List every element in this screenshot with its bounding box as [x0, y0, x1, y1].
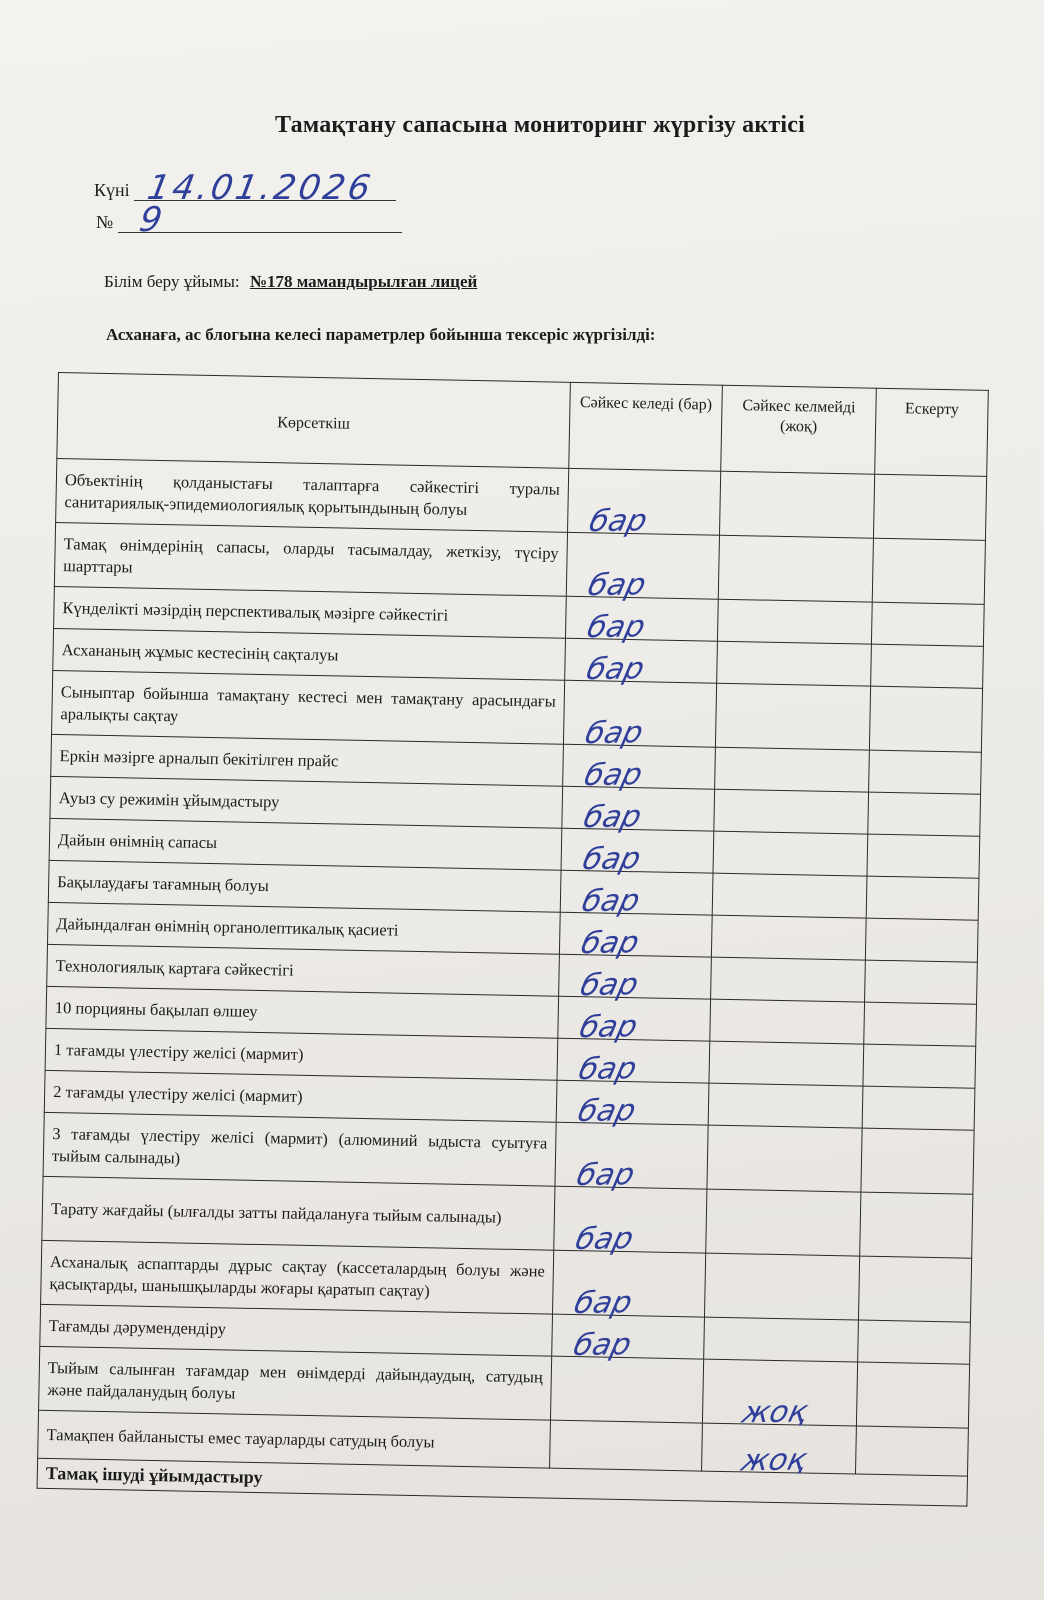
number-value: 9 [136, 200, 166, 240]
handwritten-mark: бар [579, 841, 645, 878]
not-conforms-cell [717, 599, 872, 644]
note-cell [869, 750, 982, 794]
conforms-cell [554, 1186, 707, 1257]
header-note: Ескерту [875, 388, 989, 476]
date-value: 14.01.2026 [144, 168, 377, 208]
handwritten-mark: бар [576, 1009, 641, 1046]
note-cell [858, 1320, 971, 1364]
note-cell [865, 918, 978, 962]
indicator-cell: 2 тағамды үлестіру желісі (мармит) [44, 1070, 557, 1122]
not-conforms-cell [706, 1189, 861, 1256]
conforms-cell [562, 786, 715, 836]
conforms-cell [560, 870, 713, 920]
conforms-cell [558, 996, 711, 1046]
handwritten-mark: бар [570, 1285, 636, 1321]
conforms-cell [561, 828, 714, 878]
not-conforms-cell [718, 535, 873, 602]
note-cell [861, 1128, 974, 1194]
number-underline [118, 232, 402, 233]
section-title: Тамақ ішуді ұйымдастыру [37, 1458, 967, 1506]
indicator-cell: Еркін мәзірге арналып бекітілген прайс [51, 734, 564, 786]
handwritten-mark: бар [584, 567, 650, 604]
note-cell [856, 1362, 969, 1428]
not-conforms-cell [708, 1083, 863, 1128]
indicator-cell: Тыйым салынған тағамдар мен өнімдерді дайындаудың, сатудың және пайдаланудың болуы [39, 1346, 552, 1420]
handwritten-mark: жоқ [738, 1394, 812, 1431]
handwritten-mark: бар [577, 925, 643, 962]
note-cell [868, 792, 981, 836]
note-cell [860, 1192, 973, 1258]
note-cell [864, 1002, 977, 1046]
indicator-cell: Ауыз су режимін ұйымдастыру [50, 776, 563, 828]
indicator-cell: Тарату жағдайы (ылғалды затты пайдалануға тыйым салынады) [42, 1176, 555, 1250]
not-conforms-cell [707, 1125, 862, 1192]
conforms-cell [565, 638, 718, 688]
indicator-cell: Асхананың жұмыс кестесінің сақталуы [53, 628, 566, 680]
header-conforms: Сәйкес келеді (бар) [569, 382, 723, 471]
not-conforms-cell [715, 747, 870, 792]
indicator-cell: Объектінің қолданыстағы талаптарға сәйкестігі туралы санитариялық-эпидемиологиялық қорытындының болуы [56, 458, 569, 532]
note-cell [869, 686, 982, 752]
not-conforms-cell [711, 957, 866, 1002]
not-conforms-cell [714, 789, 869, 834]
handwritten-mark: бар [583, 609, 649, 646]
conforms-cell [550, 1356, 703, 1423]
conforms-cell [552, 1314, 705, 1363]
organization-label: Білім беру ұйымы: [104, 272, 240, 291]
handwritten-mark: бар [583, 651, 648, 688]
handwritten-mark: бар [577, 967, 642, 1004]
not-conforms-cell [702, 1423, 857, 1479]
indicator-cell: Технологиялық картаға сәйкестігі [47, 944, 560, 996]
not-conforms-cell [704, 1253, 859, 1320]
not-conforms-cell [710, 999, 865, 1044]
conforms-cell [563, 744, 716, 794]
indicator-cell: Дайындалған өнімнің органолептикалық қасиеті [48, 902, 561, 954]
note-cell [871, 644, 984, 688]
indicator-cell: Тағамды дәрумендендіру [40, 1304, 553, 1356]
conforms-cell [557, 1038, 710, 1088]
handwritten-mark: бар [570, 1327, 635, 1363]
indicator-cell: Дайын өнімнің сапасы [49, 818, 562, 870]
header-indicator: Көрсеткіш [57, 373, 571, 469]
monitoring-table [37, 372, 989, 1507]
organization-name: №178 мамандырылған лицей [249, 272, 478, 291]
conforms-cell [556, 1080, 709, 1130]
note-cell [866, 876, 979, 920]
conforms-cell [563, 680, 716, 752]
note-cell [858, 1256, 971, 1322]
header-not-conforms: Сәйкес келмейді (жоқ) [721, 385, 877, 474]
note-cell [871, 602, 984, 646]
handwritten-mark: бар [578, 883, 644, 920]
note-cell [863, 1044, 976, 1088]
note-cell [865, 960, 978, 1004]
not-conforms-cell [702, 1359, 857, 1431]
indicator-cell: Сыныптар бойынша тамақтану кестесі мен тамақтану арасындағы аралықты сақтау [52, 670, 565, 744]
not-conforms-cell [709, 1041, 864, 1086]
indicator-cell: Бақылаудағы тағамның болуы [48, 860, 561, 912]
indicator-cell: 3 тағамды үлестіру желісі (мармит) (алюминий ыдыста суытуға тыйым салынады) [43, 1112, 556, 1186]
handwritten-mark: бар [573, 1157, 638, 1194]
indicator-cell: 1 тағамды үлестіру желісі (мармит) [45, 1028, 558, 1080]
conforms-cell [566, 532, 719, 604]
not-conforms-cell [711, 915, 866, 960]
conforms-cell [559, 954, 712, 1004]
handwritten-mark: жоқ [737, 1442, 811, 1479]
indicator-cell: Тамақ өнімдерінің сапасы, оларды тасымалдау, жеткізу, түсіру шарттары [54, 522, 567, 596]
note-cell [872, 538, 985, 604]
handwritten-mark: бар [581, 757, 646, 794]
date-label: Күні [94, 180, 130, 200]
not-conforms-cell [704, 1317, 859, 1362]
handwritten-mark: бар [574, 1093, 640, 1130]
handwritten-mark: бар [581, 715, 647, 752]
conforms-cell [568, 468, 721, 540]
not-conforms-cell [712, 873, 867, 918]
not-conforms-cell [717, 641, 872, 686]
note-cell [867, 834, 980, 878]
conforms-cell [553, 1250, 706, 1321]
not-conforms-cell [713, 831, 868, 876]
not-conforms-cell [719, 471, 874, 538]
conforms-cell [555, 1122, 708, 1194]
not-conforms-cell [715, 683, 870, 750]
note-cell [855, 1426, 968, 1476]
handwritten-mark: бар [585, 503, 651, 540]
handwritten-mark: бар [580, 799, 645, 836]
note-cell [873, 474, 986, 540]
conforms-cell [559, 912, 712, 962]
inspection-intro: Асханаға, ас блогына келесі параметрлер бойынша тексеріс жүргізілді: [106, 325, 656, 344]
indicator-cell: 10 порцияны бақылап өлшеу [46, 986, 559, 1038]
number-label: № [96, 212, 114, 232]
organization-line [104, 272, 477, 292]
indicator-cell: Күнделікті мәзірдің перспективалық мәзірге сәйкестігі [54, 586, 567, 638]
handwritten-mark: бар [575, 1051, 640, 1088]
conforms-cell [550, 1420, 703, 1471]
indicator-cell: Асханалық аспаптарды дұрыс сақтау (кассеталардың болуы және қасықтарды, шанышқыларды жоғары қаратып сақтау) [41, 1240, 554, 1314]
indicator-cell: Тамақпен байланысты емес тауарларды сатудың болуы [38, 1410, 551, 1468]
document-title: Тамақтану сапасына мониторинг жүргізу актісі [275, 112, 805, 138]
note-cell [862, 1086, 975, 1130]
handwritten-mark: бар [572, 1221, 637, 1257]
conforms-cell [565, 596, 718, 646]
